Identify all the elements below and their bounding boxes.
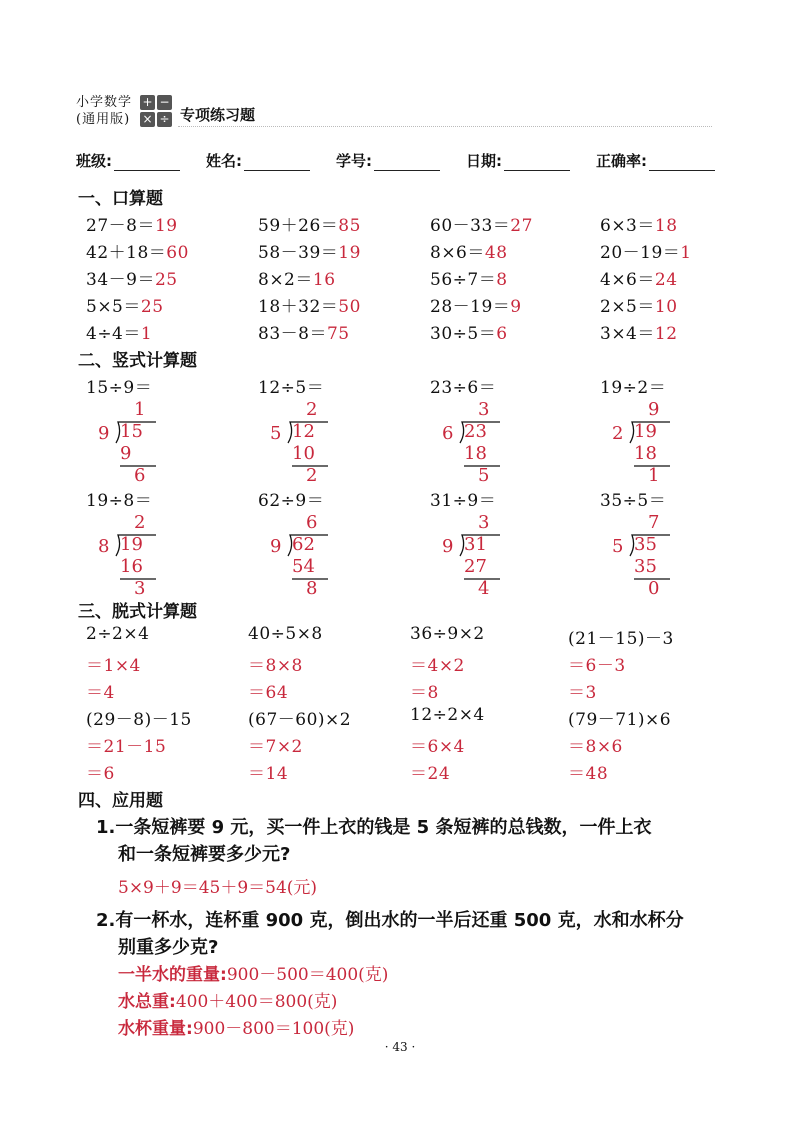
oral-question: 27－8＝ — [86, 216, 155, 236]
name-blank — [244, 153, 310, 171]
oral-item — [86, 319, 152, 344]
oral-question: 3×4＝ — [600, 324, 655, 344]
class-blank — [114, 153, 180, 171]
oral-answer: 50 — [338, 297, 361, 317]
oral-item — [430, 292, 522, 317]
stepwise-expression: 36÷9×2 — [410, 624, 485, 644]
problem-2-answer-2 — [118, 987, 337, 1012]
dividend: 12 — [292, 421, 315, 442]
stepwise-result: ＝6 — [86, 764, 115, 784]
stepwise-step-1: ＝8×6 — [568, 737, 623, 757]
oral-answer: 1 — [680, 243, 692, 263]
division-bracket — [612, 512, 682, 612]
oral-item — [86, 265, 178, 290]
stepwise-result: ＝14 — [248, 764, 289, 784]
oral-item — [600, 292, 678, 317]
worksheet-header — [76, 94, 256, 128]
oral-question: 34－9＝ — [86, 270, 155, 290]
section-heading-oral: 一、口算题 — [78, 189, 163, 209]
bracket-line — [460, 535, 500, 556]
header-edition: (通用版) — [76, 112, 131, 127]
divisor: 5 — [612, 536, 624, 557]
stepwise-result: ＝8 — [410, 683, 439, 703]
oral-question: 8×2＝ — [258, 270, 313, 290]
long-division — [98, 399, 218, 499]
bracket-line — [460, 422, 500, 443]
problem-1-line-1: 1.一条短裤要 9 元，买一件上衣的钱是 5 条短裤的总钱数，一件上衣 — [96, 817, 652, 838]
product: 16 — [120, 556, 143, 577]
header-subject: 小学数学 — [76, 95, 133, 110]
stepwise-step-1: ＝7×2 — [248, 737, 303, 757]
oral-answer: 48 — [484, 243, 508, 263]
remainder: 0 — [648, 578, 660, 599]
division-expression: 62÷9＝ — [258, 491, 325, 511]
oral-item — [430, 265, 508, 290]
long-division — [442, 399, 562, 499]
oral-answer: 24 — [654, 270, 678, 290]
answer-1-value: 900－500＝400(克) — [226, 965, 389, 985]
oral-question: 20－19＝ — [600, 243, 681, 263]
product: 27 — [464, 556, 487, 577]
bracket-line — [116, 535, 156, 556]
divisor: 9 — [442, 536, 454, 557]
section-heading-vertical: 二、竖式计算题 — [78, 351, 197, 371]
division-expression: 35÷5＝ — [600, 491, 667, 511]
problem-1-answer: 5×9＋9＝45＋9＝54(元) — [118, 878, 318, 898]
oral-item — [600, 211, 678, 236]
oral-answer: 27 — [510, 216, 533, 236]
remainder: 6 — [134, 465, 146, 486]
stepwise-expression: 40÷5×8 — [248, 624, 323, 644]
oral-item — [258, 211, 361, 236]
remainder: 4 — [478, 578, 490, 599]
divisor: 9 — [98, 423, 110, 444]
product: 10 — [292, 443, 315, 464]
quotient: 7 — [648, 512, 660, 533]
accuracy-field — [596, 150, 715, 171]
divisor: 8 — [98, 536, 110, 557]
bracket-line — [288, 422, 328, 443]
oral-item — [86, 238, 189, 263]
divisor: 6 — [442, 423, 454, 444]
arithmetic-icons — [140, 95, 174, 129]
remainder: 5 — [478, 465, 490, 486]
quotient: 3 — [478, 399, 490, 420]
division-bracket — [270, 399, 340, 499]
answer-1-label: 一半水的重量: — [118, 965, 227, 985]
product: 35 — [634, 556, 657, 577]
stepwise-result: ＝24 — [410, 764, 451, 784]
division-expression: 31÷9＝ — [430, 491, 497, 511]
long-division — [270, 399, 390, 499]
student-id-label: 学号: — [336, 152, 372, 170]
product: 9 — [120, 443, 132, 464]
class-label: 班级: — [76, 152, 112, 170]
oral-answer: 19 — [338, 243, 361, 263]
answer-3-label: 水杯重量: — [118, 1019, 193, 1039]
section-heading-stepwise: 三、脱式计算题 — [78, 602, 197, 622]
oral-question: 30÷5＝ — [430, 324, 497, 344]
oral-question: 60－33＝ — [430, 216, 511, 236]
oral-item — [600, 238, 692, 263]
answer-3-value: 900－800＝100(克) — [192, 1019, 355, 1039]
minus-icon: − — [157, 95, 172, 110]
student-info-line — [76, 150, 726, 174]
stepwise-step-1: ＝8×8 — [248, 656, 303, 676]
stepwise-result: ＝3 — [568, 683, 597, 703]
bracket-line — [630, 535, 670, 556]
long-division — [612, 512, 732, 612]
multiply-icon: × — [140, 112, 155, 127]
page-title: 专项练习题 — [180, 106, 256, 124]
remainder: 2 — [306, 465, 318, 486]
oral-question: 83－8＝ — [258, 324, 327, 344]
product: 18 — [464, 443, 487, 464]
problem-2-answer-3 — [118, 1014, 354, 1039]
oral-question: 56÷7＝ — [430, 270, 497, 290]
problem-2-answer-1 — [118, 960, 388, 985]
oral-item — [430, 238, 508, 263]
remainder: 3 — [134, 578, 146, 599]
stepwise-expression: (21－15)－3 — [568, 629, 674, 649]
oral-question: 6×3＝ — [600, 216, 655, 236]
division-bracket — [442, 512, 512, 612]
oral-answer: 75 — [326, 324, 350, 344]
section-heading-application: 四、应用题 — [78, 791, 163, 811]
oral-answer: 25 — [140, 297, 164, 317]
answer-2-label: 水总重: — [118, 992, 176, 1012]
remainder: 8 — [306, 578, 318, 599]
date-label: 日期: — [466, 152, 502, 170]
stepwise-step-1: ＝21－15 — [86, 737, 167, 757]
division-expression: 12÷5＝ — [258, 378, 325, 398]
oral-answer: 19 — [154, 216, 178, 236]
oral-item — [258, 238, 361, 263]
stepwise-step-1: ＝6×4 — [410, 737, 465, 757]
stepwise-result: ＝64 — [248, 683, 289, 703]
oral-answer: 9 — [510, 297, 522, 317]
long-division — [270, 512, 390, 612]
accuracy-label: 正确率: — [596, 152, 647, 170]
division-expression: 19÷2＝ — [600, 378, 667, 398]
oral-item — [258, 319, 350, 344]
quotient: 2 — [134, 512, 146, 533]
class-field — [76, 150, 180, 171]
stepwise-expression: 2÷2×4 — [86, 624, 150, 644]
stepwise-expression: 12÷2×4 — [410, 705, 485, 725]
oral-question: 28－19＝ — [430, 297, 511, 317]
oral-answer: 60 — [166, 243, 189, 263]
problem-2-line-2: 别重多少克? — [118, 937, 219, 958]
oral-item — [86, 211, 178, 236]
oral-answer: 10 — [654, 297, 678, 317]
oral-answer: 16 — [312, 270, 336, 290]
division-expression: 23÷6＝ — [430, 378, 497, 398]
quotient: 1 — [134, 399, 146, 420]
division-bracket — [270, 512, 340, 612]
long-division — [442, 512, 562, 612]
oral-question: 18＋32＝ — [258, 297, 339, 317]
bracket-line — [288, 535, 328, 556]
stepwise-expression: (67－60)×2 — [248, 710, 352, 730]
bracket-line — [116, 422, 156, 443]
oral-answer: 12 — [654, 324, 678, 344]
stepwise-expression: (29－8)－15 — [86, 710, 192, 730]
division-bracket — [98, 399, 168, 499]
dividend: 15 — [120, 421, 143, 442]
name-field — [206, 150, 310, 171]
quotient: 3 — [478, 512, 490, 533]
stepwise-step-1: ＝6－3 — [568, 656, 626, 676]
top-band — [0, 0, 800, 62]
stepwise-step-1: ＝4×2 — [410, 656, 465, 676]
page-number: · 43 · — [384, 1040, 416, 1054]
oral-question: 4×6＝ — [600, 270, 655, 290]
oral-item — [600, 265, 678, 290]
oral-answer: 1 — [140, 324, 153, 344]
oral-answer: 25 — [154, 270, 178, 290]
dividend: 19 — [120, 534, 143, 555]
oral-answer: 85 — [338, 216, 361, 236]
plus-icon: + — [140, 95, 155, 110]
quotient: 6 — [306, 512, 318, 533]
oral-item — [86, 292, 164, 317]
divisor: 9 — [270, 536, 282, 557]
oral-question: 8×6＝ — [430, 243, 485, 263]
quotient: 2 — [306, 399, 318, 420]
oral-item — [258, 292, 361, 317]
division-expression: 15÷9＝ — [86, 378, 153, 398]
stepwise-result: ＝48 — [568, 764, 609, 784]
long-division — [612, 399, 732, 499]
divide-icon: ÷ — [157, 112, 172, 127]
oral-question: 4÷4＝ — [86, 324, 141, 344]
answer-2-value: 400＋400＝800(克) — [175, 992, 338, 1012]
dividend: 19 — [634, 421, 657, 442]
dividend: 35 — [634, 534, 657, 555]
division-bracket — [442, 399, 512, 499]
oral-item — [258, 265, 336, 290]
stepwise-expression: (79－71)×6 — [568, 710, 672, 730]
oral-question: 42＋18＝ — [86, 243, 167, 263]
accuracy-blank — [649, 153, 715, 171]
problem-1-line-2: 和一条短裤要多少元? — [118, 844, 291, 865]
divisor: 5 — [270, 423, 282, 444]
divisor: 2 — [612, 423, 624, 444]
oral-question: 59＋26＝ — [258, 216, 339, 236]
oral-answer: 6 — [496, 324, 508, 344]
date-field — [466, 150, 570, 171]
oral-question: 58－39＝ — [258, 243, 339, 263]
oral-item — [430, 319, 508, 344]
division-expression: 19÷8＝ — [86, 491, 153, 511]
date-blank — [504, 153, 570, 171]
dividend: 62 — [292, 534, 315, 555]
division-bracket — [612, 399, 682, 499]
stepwise-step-1: ＝1×4 — [86, 656, 141, 676]
name-label: 姓名: — [206, 152, 242, 170]
remainder: 1 — [648, 465, 660, 486]
oral-item — [600, 319, 678, 344]
oral-answer: 8 — [496, 270, 508, 290]
dividend: 31 — [464, 534, 487, 555]
product: 18 — [634, 443, 657, 464]
dividend: 23 — [464, 421, 487, 442]
oral-question: 5×5＝ — [86, 297, 141, 317]
stepwise-result: ＝4 — [86, 683, 115, 703]
oral-question: 2×5＝ — [600, 297, 655, 317]
product: 54 — [292, 556, 315, 577]
problem-2-line-1: 2.有一杯水，连杯重 900 克，倒出水的一半后还重 500 克，水和水杯分 — [96, 910, 684, 931]
quotient: 9 — [648, 399, 660, 420]
oral-item — [430, 211, 533, 236]
student-id-field — [336, 150, 440, 171]
header-divider — [178, 126, 712, 127]
oral-answer: 18 — [654, 216, 678, 236]
bracket-line — [630, 422, 670, 443]
student-id-blank — [374, 153, 440, 171]
